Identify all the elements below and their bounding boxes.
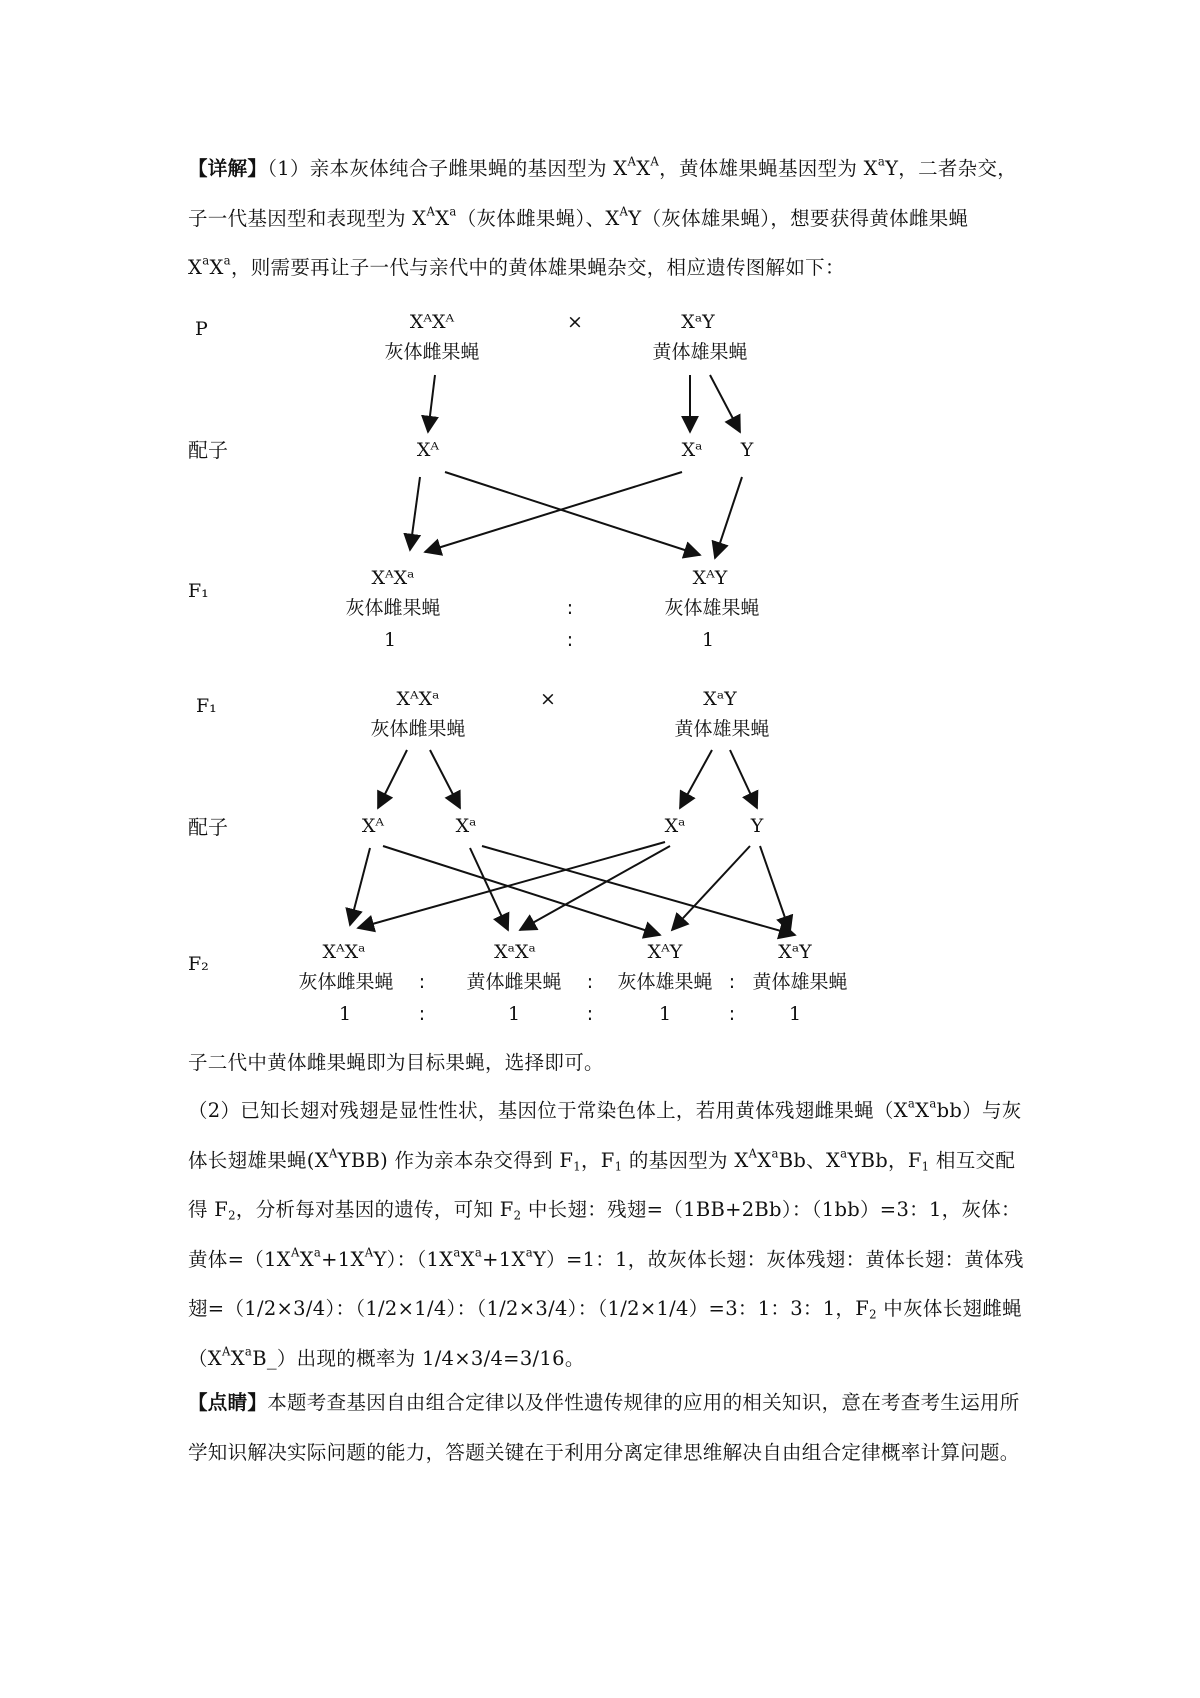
cross2-female-phenotype: 灰体雌果蝇 (370, 718, 466, 740)
text-segment: X (636, 157, 651, 180)
cross1-offspring-2-genotype: XᴬY (692, 567, 728, 589)
cross2-f1-label: F₁ (196, 695, 217, 717)
text-segment: A (748, 1146, 758, 1161)
cross1-male-genotype: XᵃY (681, 311, 715, 333)
text-segment: Y，二者杂交，子一代基因型和表现型为 X (188, 157, 1018, 230)
cross2-arrow (350, 848, 370, 925)
cross2-arrow (378, 750, 407, 808)
text-segment: a (877, 154, 886, 169)
text-segment: A (650, 154, 660, 169)
detail-text (188, 154, 1018, 279)
cross2-colon: : (586, 1003, 594, 1025)
text-segment: 1 (614, 1159, 623, 1173)
cross2-offspring-2-ratio: 1 (507, 1003, 521, 1025)
cross1-gamete-male-x: Xᵃ (681, 439, 703, 461)
text-segment: A (619, 204, 629, 219)
cross-2 (188, 688, 848, 1025)
text-segment: a (929, 1096, 937, 1111)
text-segment: B_）出现的概率为 1/4×3/4=3/16。 (252, 1346, 585, 1370)
cross2-offspring-3-genotype: XᴬY (647, 941, 683, 963)
cross2-gamete-label: 配子 (188, 815, 228, 839)
cross2-offspring-4-genotype: XᵃY (778, 941, 812, 963)
cross2-offspring-4-ratio: 1 (788, 1003, 802, 1025)
text-segment: +1X (321, 1247, 365, 1271)
cross-1 (188, 311, 760, 651)
cross1-male-phenotype: 黄体雄果蝇 (652, 341, 748, 363)
text-segment: a (840, 1146, 848, 1161)
note-label: 【点睛】 (188, 1391, 268, 1414)
note-paragraph (188, 1378, 1028, 1477)
text-segment: 1 (921, 1159, 930, 1173)
text-segment: 的基因型为 X (622, 1148, 749, 1172)
cross2-offspring-1-genotype: XᴬXᵃ (322, 941, 366, 963)
text-segment: A (364, 1245, 374, 1260)
cross2-colon: : (586, 971, 594, 993)
cross2-arrow (430, 750, 460, 808)
cross1-gen-p-label: P (195, 318, 208, 340)
cross2-colon: : (418, 971, 426, 993)
text-segment: 2 (869, 1307, 877, 1322)
detail-paragraph (188, 144, 1028, 293)
text-segment: A (328, 1146, 338, 1161)
cross1-female-phenotype: 灰体雌果蝇 (384, 341, 480, 363)
cross2-arrow (358, 842, 665, 928)
cross1-arrow (710, 375, 740, 432)
text-segment: a (449, 204, 457, 219)
text-segment: a (202, 253, 210, 268)
cross1-arrow (425, 472, 682, 552)
text-segment: YBb，F (847, 1148, 922, 1172)
text-segment: X (460, 1247, 475, 1271)
text-segment: ，分析每对基因的遗传，可知 F (235, 1198, 514, 1221)
part2-paragraph (188, 1086, 1028, 1383)
text-segment: 2 (228, 1208, 236, 1223)
cross1-female-genotype: XᴬXᴬ (409, 311, 455, 333)
cross2-arrow (520, 846, 670, 930)
text-segment: a (525, 1245, 533, 1260)
cross2-arrow (730, 750, 757, 808)
text-segment: +1X (482, 1247, 526, 1271)
note-text: 本题考查基因自由组合定律以及伴性遗传规律的应用的相关知识，意在考查考生运用所学知识解决实际问题的能力，答题关键在于利用分离定律思维解决自由组合定律概率计算问题。 (188, 1391, 1020, 1464)
text-segment: Bb、X (778, 1148, 841, 1172)
cross2-offspring-2-phenotype: 黄体雌果蝇 (466, 971, 562, 993)
text-segment: bb）与灰体长翅雄果蝇(X (188, 1099, 1022, 1172)
text-segment: a (313, 1245, 322, 1260)
text-segment: （1）亲本灰体纯合子雌果蝇的基因型为 X (267, 157, 628, 180)
cross2-male-genotype: XᵃY (703, 688, 737, 710)
cross1-f1-label: F₁ (188, 580, 209, 602)
cross2-arrow (680, 750, 712, 808)
cross2-offspring-1-phenotype: 灰体雌果蝇 (298, 971, 394, 993)
text-segment: YBB) 作为亲本杂交得到 F (337, 1148, 574, 1172)
cross1-arrow (445, 472, 700, 555)
cross1-arrow (410, 477, 420, 550)
cross2-male-phenotype: 黄体雄果蝇 (674, 718, 770, 740)
cross1-colon: : (566, 597, 574, 619)
cross1-cross-symbol: × (567, 311, 583, 333)
cross2-gamete-male-2: Y (750, 815, 764, 837)
text-segment: ，F (580, 1148, 615, 1172)
cross1-offspring-1-genotype: XᴬXᵃ (371, 567, 415, 589)
cross1-offspring-1-ratio: 1 (383, 629, 397, 651)
text-segment: a (907, 1096, 916, 1111)
text-segment: Y）=1：1，故灰体长翅：灰体残翅：黄体长翅：黄体残翅=（1/2×3/4）：（1/2×1/4）：（1/2×3/4）：（1/2×1/4）=3：1：3：1，F (188, 1247, 1024, 1320)
cross2-arrow (760, 846, 790, 932)
detail-label: 【详解】 (188, 157, 268, 180)
cross1-gamete-male-y: Y (740, 439, 754, 461)
cross1-gamete-female: Xᴬ (416, 439, 440, 461)
cross1-offspring-2-ratio: 1 (701, 629, 715, 651)
cross2-offspring-4-phenotype: 黄体雄果蝇 (752, 971, 848, 993)
text-segment: 相互交配得 F (188, 1148, 1016, 1221)
cross1-gamete-label: 配子 (188, 438, 228, 462)
text-segment: A (627, 154, 637, 169)
text-segment: X (230, 1346, 245, 1370)
cross2-offspring-2-genotype: XᵃXᵃ (494, 941, 536, 963)
text-segment: X (435, 206, 450, 230)
cross2-gamete-male-1: Xᵃ (664, 815, 686, 837)
cross2-female-genotype: XᴬXᵃ (396, 688, 440, 710)
text-segment: a (244, 1344, 253, 1359)
text-segment: X (209, 256, 224, 279)
cross2-colon: : (418, 1003, 426, 1025)
cross2-arrow (672, 846, 750, 930)
cross1-offspring-1-phenotype: 灰体雌果蝇 (345, 597, 441, 619)
text-segment: Y（灰体雄果蝇），想要获得黄体雌果蝇 X (188, 206, 975, 279)
text-segment: A (426, 204, 436, 219)
text-segment: X (915, 1099, 930, 1122)
text-segment: 1 (573, 1159, 581, 1173)
cross1-arrow (428, 375, 435, 432)
text-segment: X (757, 1148, 772, 1172)
cross2-f2-label: F₂ (188, 953, 209, 975)
cross1-offspring-2-phenotype: 灰体雄果蝇 (664, 597, 760, 619)
text-segment: 中灰体长翅雌蝇（X (188, 1297, 1022, 1370)
cross1-colon: : (566, 629, 574, 651)
text-segment: a (223, 253, 231, 268)
cross2-offspring-3-phenotype: 灰体雄果蝇 (617, 971, 713, 993)
cross2-colon: : (728, 971, 736, 993)
cross2-arrow (482, 846, 795, 935)
text-segment: A (221, 1344, 231, 1359)
cross2-cross-symbol: × (540, 688, 556, 710)
cross2-gamete-female-2: Xᵃ (455, 815, 477, 837)
cross2-offspring-3-ratio: 1 (658, 1003, 672, 1025)
text-segment: ，黄体雄果蝇基因型为 X (659, 157, 878, 180)
cross2-arrow (383, 846, 660, 935)
text-segment: 2 (513, 1208, 522, 1223)
cross2-offspring-1-ratio: 1 (338, 1003, 352, 1025)
text-segment: A (290, 1245, 300, 1260)
text-segment: X (299, 1247, 314, 1271)
text-segment: 中长翅：残翅=（1BB+2Bb）：（1bb）=3：1，灰体：黄体=（1X (188, 1198, 1021, 1271)
text-segment: （2）已知长翅对残翅是显性性状，基因位于常染色体上，若用黄体残翅雌果蝇（X (188, 1099, 908, 1122)
text-segment: a (771, 1146, 779, 1161)
cross2-gamete-female-1: Xᴬ (361, 815, 385, 837)
text-segment: ，则需要再让子一代与亲代中的黄体雄果蝇杂交，相应遗传图解如下： (230, 256, 845, 279)
text-segment: Y）：（1X (373, 1247, 454, 1271)
conclusion-paragraph: 子二代中黄体雌果蝇即为目标果蝇，选择即可。 (188, 1051, 604, 1074)
cross2-colon: : (728, 1003, 736, 1025)
cross2-arrow (470, 848, 508, 930)
text-segment: a (453, 1245, 461, 1260)
cross1-arrow (715, 477, 742, 558)
text-segment: a (474, 1245, 483, 1260)
text-segment: （灰体雌果蝇）、X (456, 206, 620, 230)
